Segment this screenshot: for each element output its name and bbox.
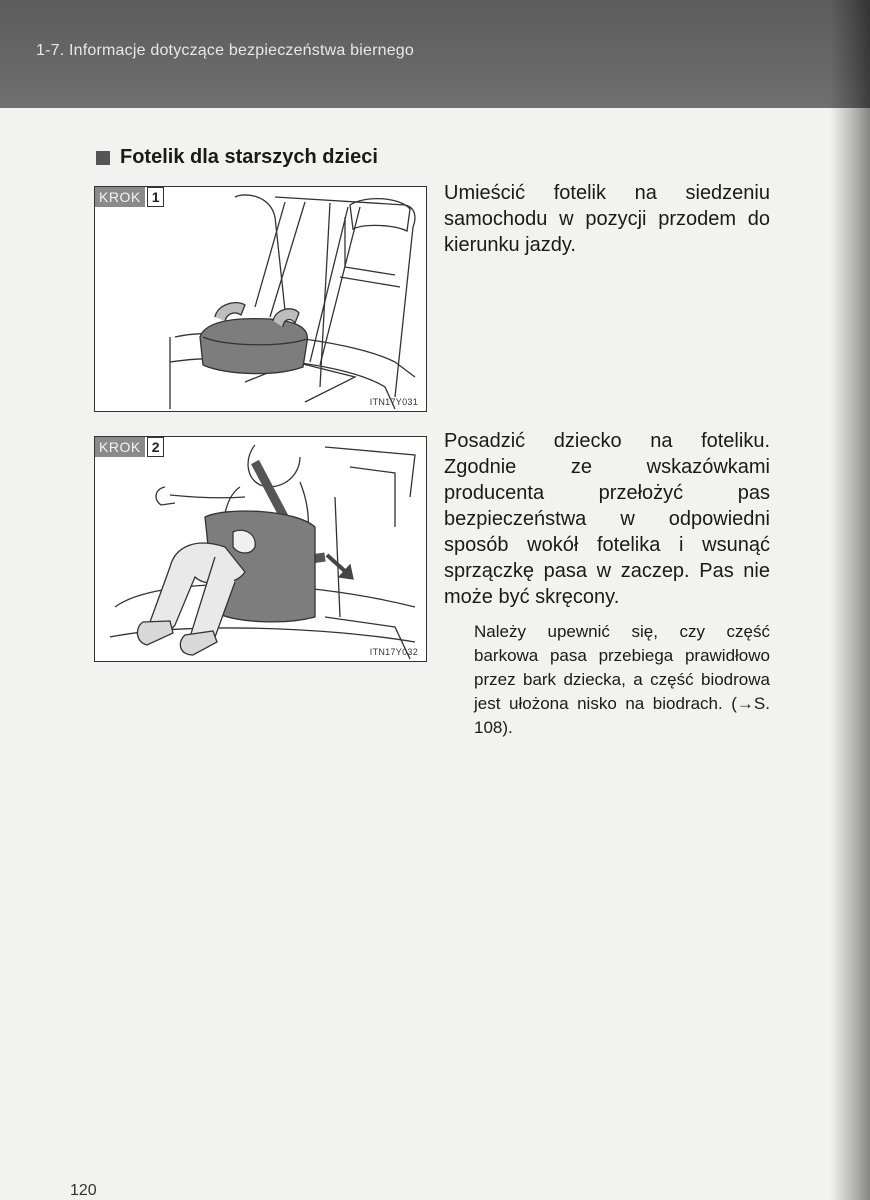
step-badge [95, 187, 164, 207]
page-edge-shadow [830, 0, 870, 1200]
step-badge-number: 2 [147, 437, 165, 457]
figure-code: ITN17Y032 [369, 647, 418, 657]
chapter-heading: 1-7. Informacje dotyczące bezpieczeństwa biernego [36, 42, 415, 59]
seat-booster-illustration [95, 187, 426, 411]
step-badge-number: 1 [147, 187, 165, 207]
page-number: 120 [70, 1182, 97, 1199]
figure-code: ITN17Y031 [369, 397, 418, 407]
step-badge-word: KROK [95, 437, 145, 457]
square-bullet-icon [96, 151, 110, 165]
figure-step-1 [94, 186, 427, 412]
step-2-note: Należy upewnić się, czy część barkowa pasa przebiega prawidłowo przez bark dziecka, a część biodrowa jest ułożona nisko na biodrach. (→S. 108). [474, 622, 770, 737]
header-bar [0, 0, 870, 108]
step-2-text: Posadzić dziecko na foteliku. Zgodnie ze wskazówkami producenta przełożyć pas bezpieczeństwa w odpowiedni sposób wokół fotelika i wsunąć sprzączkę pasa w zaczep. Pas nie może być skręcony. [444, 430, 770, 608]
figure-step-2 [94, 436, 427, 662]
step-badge-word: KROK [95, 187, 145, 207]
child-on-booster-illustration [95, 437, 426, 661]
step-1-text: Umieścić fotelik na siedzeniu samochodu w pozycji przodem do kierunku jazdy. [444, 182, 770, 256]
section-title-text: Fotelik dla starszych dzieci [120, 146, 378, 168]
step-badge [95, 437, 164, 457]
section-title [96, 146, 378, 169]
